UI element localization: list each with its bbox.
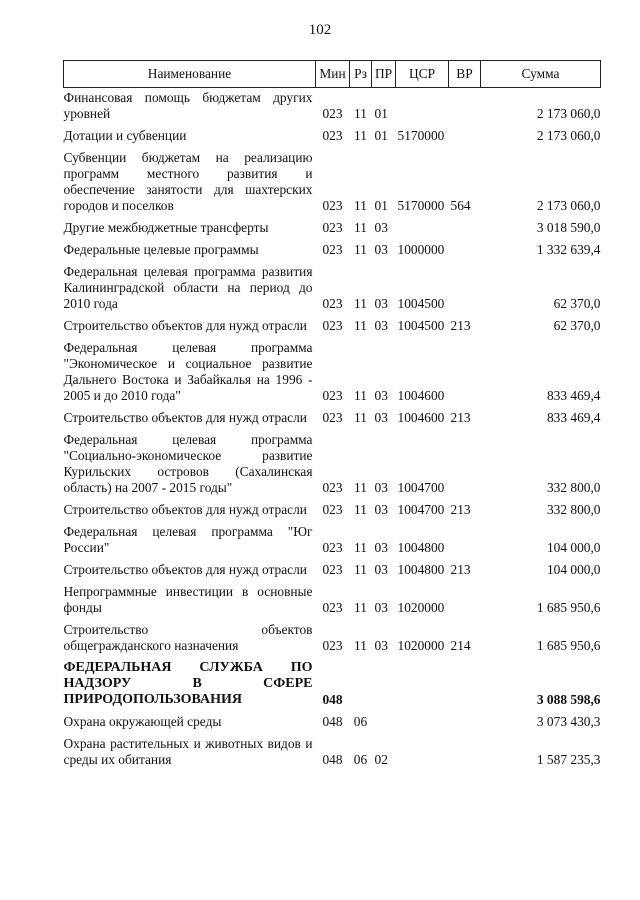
cell-csr: 1000000 (397, 242, 445, 257)
cell-csr (396, 220, 449, 242)
cell-name: Федеральная целевая программа "Экономическое и социальное развитие Дальнего Востока и Забайкалья на 1996 - 2005 и до 2010 года" (63, 340, 313, 403)
cell-rz: 11 (354, 106, 367, 121)
cell-csr: 5170000 (397, 128, 445, 143)
cell-min: 023 (322, 480, 343, 495)
cell-csr: 1004700 (397, 480, 445, 495)
cell-pr: 03 (374, 540, 388, 555)
table-row (64, 660, 601, 714)
budget-table (63, 60, 601, 774)
cell-name: Охрана окружающей среды (63, 714, 222, 729)
table-row (64, 736, 601, 774)
cell-csr: 1004800 (397, 540, 445, 555)
cell-rz: 11 (354, 388, 367, 403)
cell-pr: 01 (374, 128, 388, 143)
cell-csr: 1004600 (397, 410, 445, 425)
header-rz: Рз (350, 61, 372, 88)
header-vr: ВР (449, 61, 481, 88)
cell-name: ФЕДЕРАЛЬНАЯ СЛУЖБА ПО НАДЗОРУ В СФЕРЕ ПРИРОДОПОЛЬЗОВАНИЯ (63, 660, 313, 707)
cell-vr: 213 (450, 318, 471, 333)
cell-rz: 11 (354, 540, 367, 555)
cell-min: 048 (322, 714, 343, 729)
cell-name: Финансовая помощь бюджетам других уровней (63, 90, 313, 121)
cell-pr: 03 (374, 296, 388, 311)
cell-min: 048 (322, 752, 343, 767)
cell-sum: 332 800,0 (546, 502, 601, 517)
cell-rz: 11 (354, 502, 367, 517)
cell-rz: 11 (354, 480, 367, 495)
cell-min: 048 (322, 692, 343, 707)
cell-csr: 1004600 (397, 388, 445, 403)
cell-name: Непрограммные инвестиции в основные фонды (63, 584, 313, 615)
table-row (64, 562, 601, 584)
cell-rz: 11 (354, 242, 367, 257)
cell-sum: 2 173 060,0 (536, 198, 601, 213)
cell-csr: 1004700 (397, 502, 445, 517)
table-row (64, 318, 601, 340)
cell-sum: 104 000,0 (546, 562, 601, 577)
cell-name: Дотации и субвенции (63, 128, 187, 143)
cell-sum: 1 685 950,6 (536, 638, 601, 653)
cell-sum: 3 088 598,6 (536, 692, 601, 707)
table-row (64, 150, 601, 220)
cell-vr (449, 714, 481, 736)
header-sum: Сумма (481, 61, 601, 88)
cell-min: 023 (322, 540, 343, 555)
cell-name: Другие межбюджетные трансферты (63, 220, 269, 235)
cell-pr: 03 (374, 242, 388, 257)
cell-min: 023 (322, 410, 343, 425)
cell-rz: 11 (354, 600, 367, 615)
cell-min: 023 (322, 220, 343, 235)
cell-pr: 03 (374, 410, 388, 425)
cell-name: Охрана растительных и животных видов и среды их обитания (63, 736, 313, 767)
cell-csr: 5170000 (397, 198, 445, 213)
cell-csr (396, 88, 449, 129)
cell-name: Строительство объектов для нужд отрасли (63, 502, 307, 517)
cell-pr: 01 (374, 106, 388, 121)
table-row (64, 584, 601, 622)
cell-vr (449, 660, 481, 714)
cell-sum: 62 370,0 (553, 296, 601, 311)
cell-vr: 213 (450, 562, 471, 577)
cell-sum: 104 000,0 (546, 540, 601, 555)
table-row (64, 410, 601, 432)
cell-csr: 1020000 (397, 600, 445, 615)
header-name: Наименование (64, 61, 316, 88)
cell-sum: 1 332 639,4 (536, 242, 601, 257)
cell-min: 023 (322, 296, 343, 311)
cell-vr: 214 (450, 638, 471, 653)
table-body (64, 88, 601, 775)
cell-pr: 03 (374, 638, 388, 653)
cell-name: Субвенции бюджетам на реализацию программ местного развития и обеспечение занятости для шахтерских городов и поселков (63, 150, 313, 213)
cell-pr: 03 (374, 562, 388, 577)
cell-pr: 03 (374, 502, 388, 517)
header-min: Мин (316, 61, 350, 88)
cell-vr: 213 (450, 502, 471, 517)
cell-csr (396, 736, 449, 774)
cell-name: Федеральная целевая программа "Юг России" (63, 524, 313, 555)
cell-rz: 11 (354, 410, 367, 425)
cell-pr: 03 (374, 480, 388, 495)
cell-min: 023 (322, 388, 343, 403)
cell-sum: 3 073 430,3 (536, 714, 601, 729)
cell-name: Федеральная целевая программа "Социально-экономическое развитие Курильских островов (Сахалинская область) на 2007 - 2015 годы" (63, 432, 313, 495)
cell-pr: 03 (374, 388, 388, 403)
cell-rz: 11 (354, 128, 367, 143)
cell-sum: 1 685 950,6 (536, 600, 601, 615)
cell-rz: 11 (354, 562, 367, 577)
cell-pr: 01 (374, 198, 388, 213)
cell-vr (449, 736, 481, 774)
cell-sum: 62 370,0 (553, 318, 601, 333)
cell-name: Строительство объектов для нужд отрасли (63, 410, 307, 425)
cell-rz: 11 (354, 638, 367, 653)
cell-vr (449, 220, 481, 242)
table-row (64, 622, 601, 660)
cell-min: 023 (322, 198, 343, 213)
cell-sum: 2 173 060,0 (536, 106, 601, 121)
cell-csr: 1020000 (397, 638, 445, 653)
cell-min: 023 (322, 128, 343, 143)
cell-vr (449, 340, 481, 410)
cell-vr (449, 584, 481, 622)
page-number: 102 (308, 22, 332, 38)
table-header-row (64, 61, 601, 88)
cell-vr (449, 242, 481, 264)
cell-min: 023 (322, 562, 343, 577)
cell-rz (350, 660, 372, 714)
table-row (64, 432, 601, 502)
cell-sum: 1 587 235,3 (536, 752, 601, 767)
cell-vr (449, 264, 481, 318)
cell-pr: 03 (374, 220, 388, 235)
cell-min: 023 (322, 242, 343, 257)
cell-vr: 213 (450, 410, 471, 425)
cell-min: 023 (322, 502, 343, 517)
cell-pr (372, 714, 396, 736)
header-csr: ЦСР (396, 61, 449, 88)
table-row (64, 340, 601, 410)
cell-min: 023 (322, 318, 343, 333)
cell-vr: 564 (450, 198, 471, 213)
cell-rz: 11 (354, 318, 367, 333)
table-row (64, 502, 601, 524)
cell-pr (372, 660, 396, 714)
cell-vr (449, 432, 481, 502)
cell-csr: 1004500 (397, 296, 445, 311)
cell-rz: 11 (354, 220, 367, 235)
cell-min: 023 (322, 600, 343, 615)
cell-vr (449, 128, 481, 150)
cell-pr: 03 (374, 600, 388, 615)
cell-sum: 833 469,4 (546, 388, 601, 403)
cell-name: Строительство объектов для нужд отрасли (63, 562, 307, 577)
table-row (64, 264, 601, 318)
cell-name: Строительство объектов общегражданского назначения (63, 622, 313, 653)
cell-pr: 02 (374, 752, 388, 767)
cell-rz: 11 (354, 296, 367, 311)
cell-name: Федеральные целевые программы (63, 242, 259, 257)
table-row (64, 242, 601, 264)
cell-sum: 2 173 060,0 (536, 128, 601, 143)
cell-csr (396, 714, 449, 736)
cell-rz: 06 (353, 714, 368, 729)
cell-pr: 03 (374, 318, 388, 333)
cell-csr: 1004500 (397, 318, 445, 333)
cell-min: 023 (322, 106, 343, 121)
cell-sum: 3 018 590,0 (536, 220, 601, 235)
table-row (64, 88, 601, 129)
header-pr: ПР (372, 61, 396, 88)
table-row (64, 128, 601, 150)
cell-rz: 06 (353, 752, 368, 767)
table-row (64, 714, 601, 736)
cell-csr (396, 660, 449, 714)
cell-rz: 11 (354, 198, 367, 213)
table-row (64, 524, 601, 562)
cell-csr: 1004800 (397, 562, 445, 577)
table-row (64, 220, 601, 242)
cell-vr (449, 524, 481, 562)
cell-name: Федеральная целевая программа развития Калининградской области на период до 2010 года (63, 264, 313, 311)
cell-vr (449, 88, 481, 129)
cell-sum: 833 469,4 (546, 410, 601, 425)
cell-name: Строительство объектов для нужд отрасли (63, 318, 307, 333)
cell-sum: 332 800,0 (546, 480, 601, 495)
cell-min: 023 (322, 638, 343, 653)
